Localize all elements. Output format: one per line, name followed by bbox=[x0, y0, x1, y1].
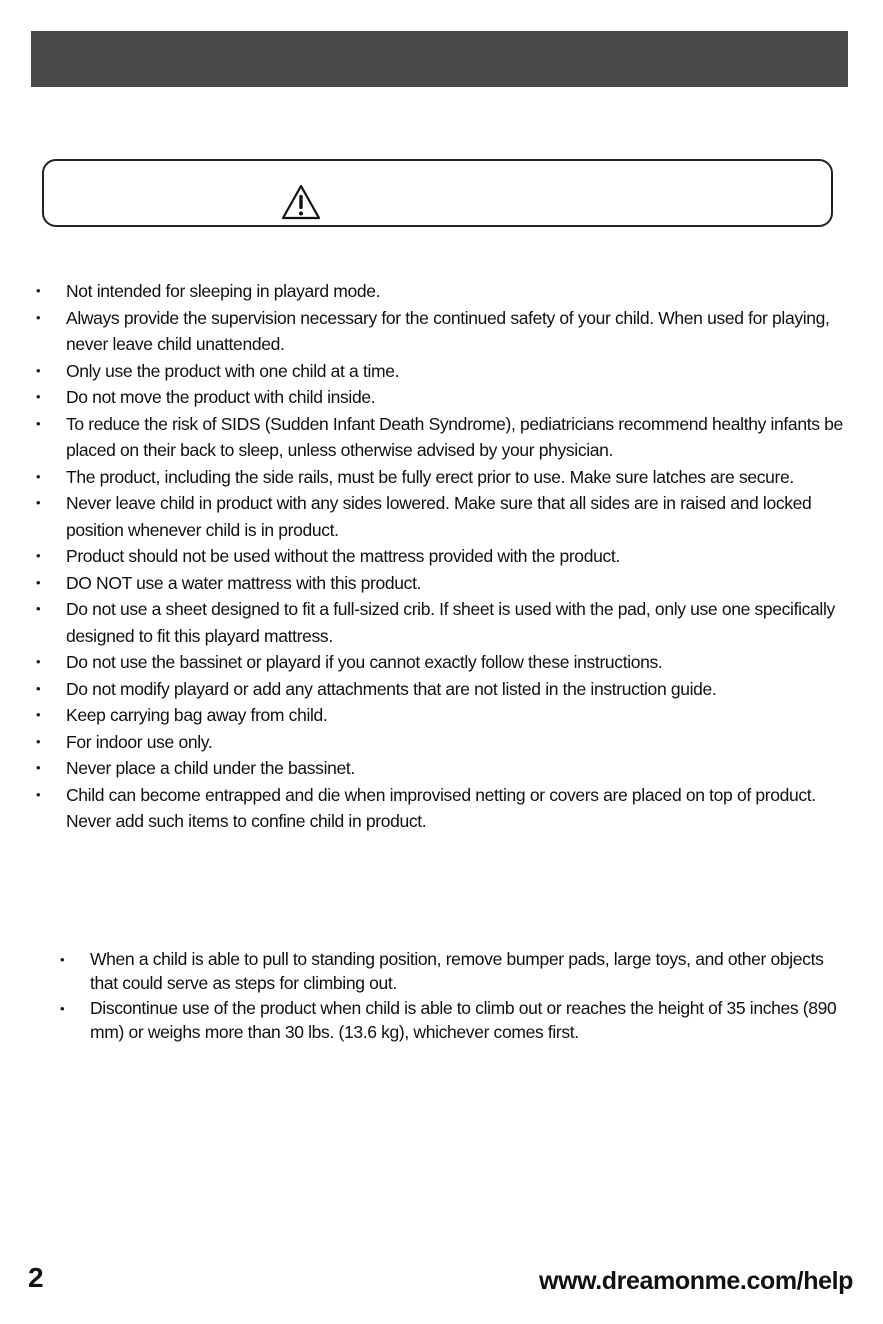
list-item: • DO NOT use a water mattress with this product. bbox=[30, 570, 860, 597]
list-item: • When a child is able to pull to standing position, remove bumper pads, large toys, and other objects that could serve as steps for climbing out. bbox=[54, 948, 854, 995]
main-warning-list bbox=[30, 278, 860, 835]
list-item: • Do not use a sheet designed to fit a full-sized crib. If sheet is used with the pad, only use one specifically designed to fit this playard mattress. bbox=[30, 596, 860, 649]
list-item: • Keep carrying bag away from child. bbox=[30, 702, 860, 729]
page-number: 2 bbox=[28, 1262, 44, 1293]
list-item: • Only use the product with one child at a time. bbox=[30, 358, 860, 385]
header-bar bbox=[31, 31, 848, 87]
fall-hazard-warning-list bbox=[54, 948, 854, 1046]
list-item: • The product, including the side rails, must be fully erect prior to use. Make sure latches are secure. bbox=[30, 464, 860, 491]
list-item: • Discontinue use of the product when child is able to climb out or reaches the height of 35 inches (890 mm) or weighs more than 30 lbs. (13.6 kg), whichever comes first. bbox=[54, 997, 854, 1044]
help-url: www.dreamonme.com/help bbox=[539, 1267, 853, 1295]
list-item: • Child can become entrapped and die when improvised netting or covers are placed on top of product. Never add such items to confine child in product. bbox=[30, 782, 860, 835]
list-item: • Do not modify playard or add any attachments that are not listed in the instruction guide. bbox=[30, 676, 860, 703]
list-item: • Do not use the bassinet or playard if you cannot exactly follow these instructions. bbox=[30, 649, 860, 676]
warning-triangle-icon bbox=[280, 183, 322, 221]
list-item: • Always provide the supervision necessary for the continued safety of your child. When used for playing, never leave child unattended. bbox=[30, 305, 860, 358]
list-item: • Never place a child under the bassinet. bbox=[30, 755, 860, 782]
list-item: • For indoor use only. bbox=[30, 729, 860, 756]
list-item: • Product should not be used without the mattress provided with the product. bbox=[30, 543, 860, 570]
warning-banner bbox=[42, 159, 833, 227]
list-item: • Not intended for sleeping in playard mode. bbox=[30, 278, 860, 305]
list-item: • Do not move the product with child inside. bbox=[30, 384, 860, 411]
list-item: • To reduce the risk of SIDS (Sudden Infant Death Syndrome), pediatricians recommend healthy infants be placed on their back to sleep, unless otherwise advised by your physician. bbox=[30, 411, 860, 464]
list-item: • Never leave child in product with any sides lowered. Make sure that all sides are in raised and locked position whenever child is in product. bbox=[30, 490, 860, 543]
